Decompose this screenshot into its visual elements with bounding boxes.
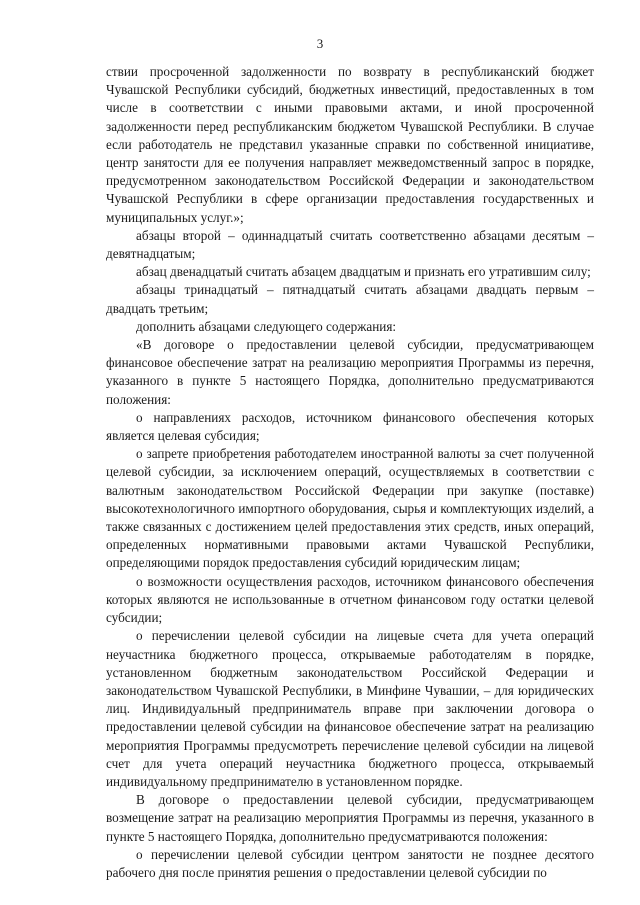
paragraph: о направлениях расходов, источником финансового обеспечения которых является целевая субсидия; <box>106 409 594 444</box>
paragraph: абзацы тринадцатый – пятнадцатый считать абзацами двадцать первым – двадцать третьим; <box>106 282 594 316</box>
paragraph: В договоре о предоставлении целевой субсидии, предусматривающем возмещение затрат на реализацию мероприятия Программы из перечня, указанного в пункте 5 настоящего Порядка, дополнительно предусматриваются положения: <box>106 792 594 844</box>
document-body <box>106 63 594 882</box>
paragraph: о возможности осуществления расходов, источником финансового обеспечения которых являются не использованные в отчетном финансовом году остатки целевой субсидии; <box>106 573 594 626</box>
paragraph: «В договоре о предоставлении целевой субсидии, предусматривающем финансовое обеспечение затрат на реализацию мероприятия Программы из перечня, указанного в пункте 5 настоящего Порядка, дополнительно предусматриваются положения: <box>106 337 594 407</box>
page-number: 3 <box>316 36 324 51</box>
paragraph: о перечислении целевой субсидии на лицевые счета для учета операций неучастника бюджетного процесса, открываемые работодателям в порядке, установленном бюджетным законодательством Российской Федерации и законодательством Чувашской Республики, в Минфине Чувашии, – для юридических лиц. Индивидуальный предприниматель вправе при заключении договора о предоставлении целевой субсидии на финансовое обеспечение затрат на реализацию мероприятия Программы предусмотреть перечисление целевой субсидии на лицевой счет для учета операций неучастника бюджетного процесса, открываемый индивидуальному предпринимателю в установленном порядке. <box>106 628 594 789</box>
paragraph: абзацы второй – одиннадцатый считать соответственно абзацами десятым – девятнадцатым; <box>106 227 594 262</box>
paragraph: о перечислении целевой субсидии центром занятости не позднее десятого рабочего дня после принятия решения о предоставлении целевой субсидии по <box>106 846 594 880</box>
paragraph: дополнить абзацами следующего содержания: <box>136 318 397 334</box>
paragraph: абзац двенадцатый считать абзацем двадцатым и признать его утратившим силу; <box>136 264 591 280</box>
paragraph: ствии просроченной задолженности по возврату в республиканский бюджет Чувашской Республики субсидий, бюджетных инвестиций, предоставленных в том числе в соответствии с иными правовыми актами, и иной просроченной задолженности перед республиканским бюджетом Чувашской Республики. В случае если работодатель не представил указанные справки по собственной инициативе, центр занятости для ее получения направляет межведомственный запрос в порядке, предусмотренном законодательством Российской Федерации и законодательством Чувашской Республики в сфере организации предоставления государственных и муниципальных услуг.»; <box>106 64 594 225</box>
paragraph: о запрете приобретения работодателем иностранной валюты за счет полученной целевой субсидии, за исключением операций, осуществляемых в соответствии с валютным законодательством Российской Федерации при закупке (поставке) высокотехнологичного импортного оборудования, сырья и комплектующих изделий, а также связанных с достижением целей предоставления этих средств, иных операций, определенных нормативными правовыми актами Чувашской Республики, определяющими порядок предоставления субсидий юридическим лицам; <box>106 446 594 571</box>
